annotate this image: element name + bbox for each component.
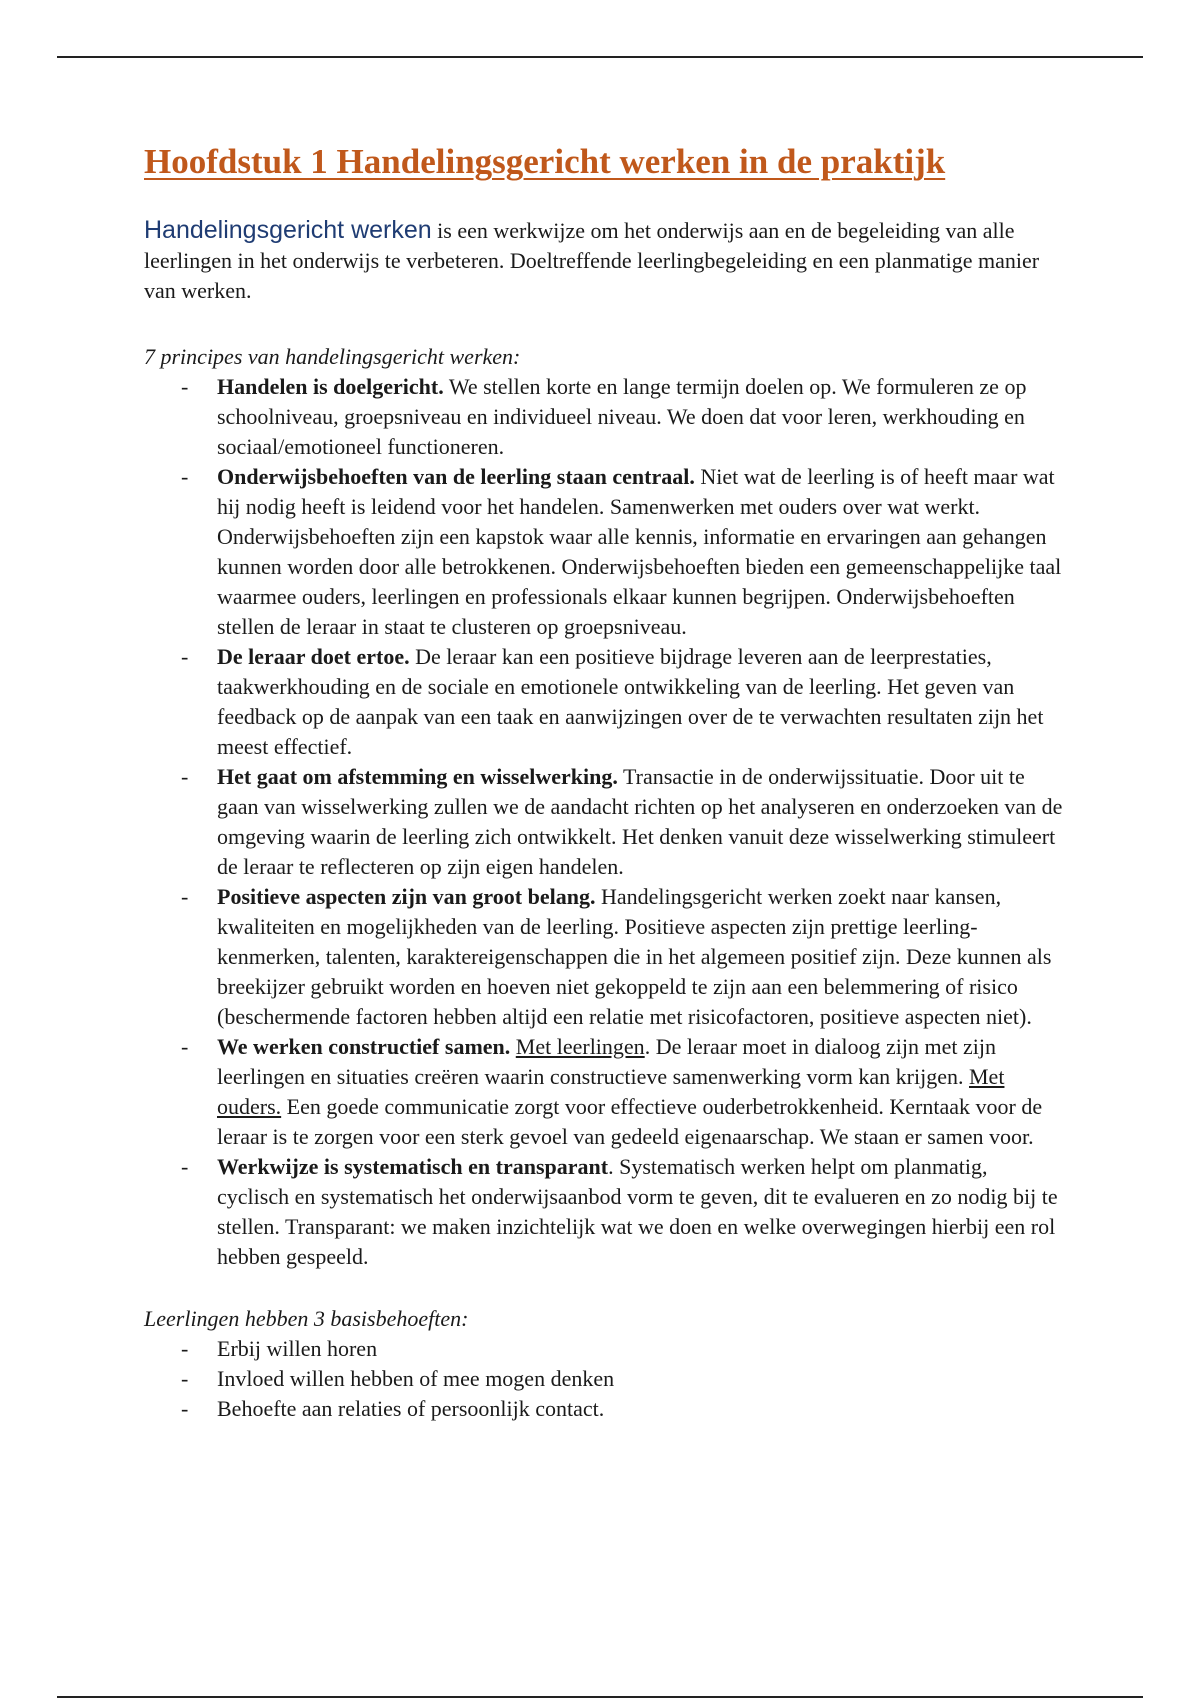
- principle-lead: Positieve aspecten zijn van groot belang.: [217, 884, 596, 909]
- dash-bullet: -: [181, 764, 189, 789]
- document-page: [144, 142, 1064, 1424]
- list-item: [144, 1394, 1064, 1424]
- dash-bullet: -: [181, 884, 189, 909]
- principle-text: Een goede communicatie zorgt voor effectieve ouderbetrokkenheid. Kerntaak voor de leraar is te zorgen voor een sterk gevoel van gedeeld eigenaarschap. We staan er samen voor.: [217, 1094, 1043, 1149]
- principle-lead: Onderwijsbehoeften van de leerling staan centraal.: [217, 464, 695, 489]
- principle-text: Niet wat de leerling is of heeft maar wat hij nodig heeft is leidend voor het handelen. Samenwerken met ouders over wat werkt. Onderwijsbehoeften zijn een kapstok waar alle kennis, informatie en ervaringen aan gehangen kunnen worden door alle betrokkenen. Onderwijsbehoeften bieden een gemeenschappelijke taal waarmee ouders, leerlingen en professionals elkaar kunnen begrijpen. Onderwijsbehoeften stellen de leraar in staat te clusteren op groepsniveau.: [217, 464, 1062, 639]
- principle-lead: We werken constructief samen.: [217, 1034, 511, 1059]
- need-text: Behoefte aan relaties of persoonlijk contact.: [217, 1396, 605, 1421]
- dash-bullet: -: [181, 1336, 189, 1361]
- list-item: [144, 462, 1064, 642]
- dash-bullet: -: [181, 1366, 189, 1391]
- principle-text: . Systematisch werken helpt om planmatig, cyclisch en systematisch het onderwijsaanbod vorm te geven, dit te evalueren en zo nodig bij te stellen. Transparant: we maken inzichtelijk wat we doen en welke overwegingen hierbij een rol hebben gespeeld.: [217, 1154, 1058, 1269]
- underlined-phrase: Met leerlingen: [515, 1034, 645, 1059]
- page-title: Hoofdstuk 1 Handelingsgericht werken in de praktijk: [144, 142, 946, 181]
- principle-lead: Werkwijze is systematisch en transparant: [217, 1154, 609, 1179]
- need-text: Invloed willen hebben of mee mogen denken: [217, 1366, 615, 1391]
- list-item: [144, 372, 1064, 462]
- list-item: [144, 1152, 1064, 1272]
- dash-bullet: -: [181, 464, 189, 489]
- top-rule: [57, 56, 1143, 58]
- list-item: [144, 1334, 1064, 1364]
- principles-heading: 7 principes van handelingsgericht werken:: [144, 344, 521, 369]
- principle-text: Handelingsgericht werken zoekt naar kansen, kwaliteiten en mogelijkheden van de leerling. Positieve aspecten zijn prettige leerling-kenmerken, talenten, karaktereigenschappen die in het algemeen positief zijn. Deze kunnen als breekijzer gebruikt worden en hoeven niet gekoppeld te zijn aan een belemmering of risico (beschermende factoren hebben altijd een relatie met risicofactoren, positieve aspecten niet).: [217, 884, 1052, 1029]
- intro-term: Handelingsgericht werken: [144, 216, 432, 244]
- list-item: [144, 1364, 1064, 1394]
- dash-bullet: -: [181, 1154, 189, 1179]
- principle-text: We stellen korte en lange termijn doelen op. We formuleren ze op schoolniveau, groepsniveau en individueel niveau. We doen dat voor leren, werkhouding en sociaal/emotioneel functioneren.: [217, 374, 1027, 459]
- need-text: Erbij willen horen: [217, 1336, 378, 1361]
- intro-text: is een werkwijze om het onderwijs aan en de begeleiding van alle leerlingen in het onderwijs te verbeteren. Doeltreffende leerlingbegeleiding en een planmatige manier van werken.: [144, 218, 1040, 303]
- list-item: [144, 882, 1064, 1032]
- underlined-phrase: Met ouders.: [217, 1064, 1005, 1119]
- principle-lead: De leraar doet ertoe.: [217, 644, 410, 669]
- principles-list: [144, 372, 1064, 1272]
- list-item: [144, 642, 1064, 762]
- needs-list: [144, 1334, 1064, 1424]
- principle-text: Transactie in de onderwijssituatie. Door uit te gaan van wisselwerking zullen we de aandacht richten op het analyseren en onderzoeken van de omgeving waarin de leerling zich ontwikkelt. Het denken vanuit deze wisselwerking stimuleert de leraar te reflecteren op zijn eigen handelen.: [217, 764, 1063, 879]
- dash-bullet: -: [181, 1396, 189, 1421]
- intro-paragraph: [144, 215, 1064, 306]
- dash-bullet: -: [181, 1034, 189, 1059]
- dash-bullet: -: [181, 374, 189, 399]
- dash-bullet: -: [181, 644, 189, 669]
- bottom-rule: [57, 1696, 1143, 1698]
- list-item: [144, 1032, 1064, 1152]
- list-item: [144, 762, 1064, 882]
- principle-lead: Handelen is doelgericht.: [217, 374, 444, 399]
- principle-text: . De leraar moet in dialoog zijn met zijn leerlingen en situaties creëren waarin constructieve samenwerking vorm kan krijgen.: [217, 1034, 996, 1089]
- principle-text: De leraar kan een positieve bijdrage leveren aan de leerprestaties, taakwerkhouding en de sociale en emotionele ontwikkeling van de leerling. Het geven van feedback op de aanpak van een taak en aanwijzingen over de te verwachten resultaten zijn het meest effectief.: [217, 644, 1044, 759]
- principle-lead: Het gaat om afstemming en wisselwerking.: [217, 764, 618, 789]
- needs-heading: Leerlingen hebben 3 basisbehoeften:: [144, 1306, 469, 1331]
